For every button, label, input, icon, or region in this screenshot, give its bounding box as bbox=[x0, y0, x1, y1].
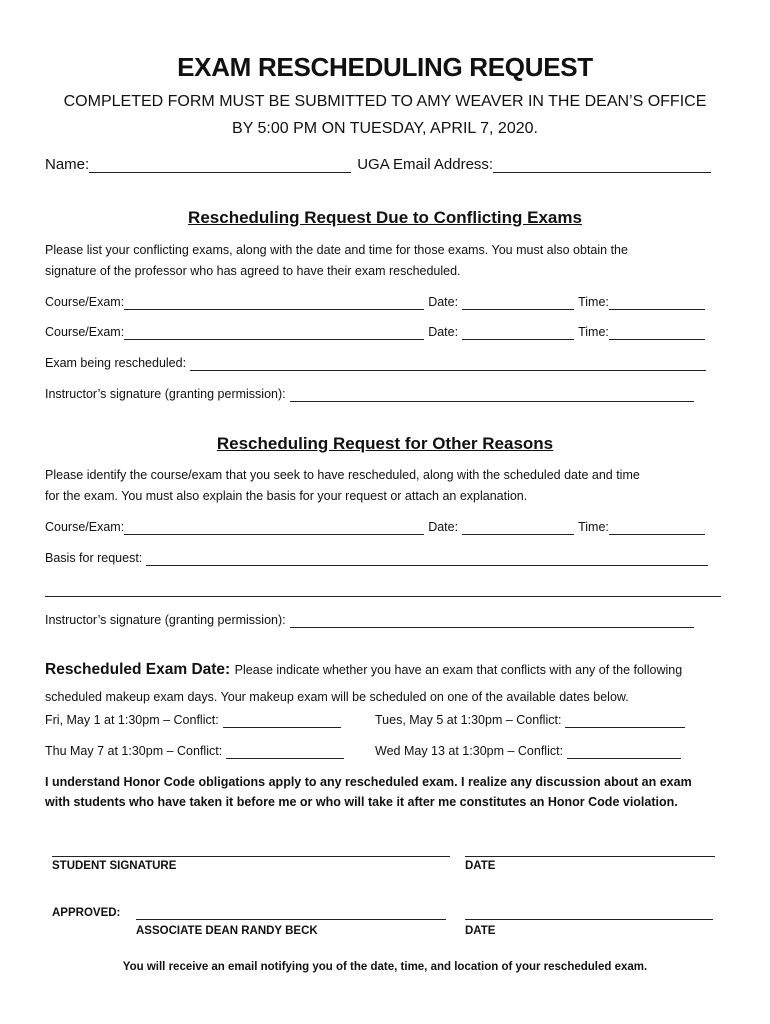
section-other-intro-1: Please identify the course/exam that you seek to have rescheduled, along with the scheduled date and time bbox=[45, 468, 640, 482]
subtitle-line-2: BY 5:00 PM ON TUESDAY, APRIL 7, 2020. bbox=[232, 120, 538, 137]
basis-field-continued[interactable] bbox=[45, 583, 721, 597]
honor-code-line-2: with students who have taken it before me or who will take it after me constitutes an Honor Code violation. bbox=[45, 795, 678, 809]
dean-date-label: DATE bbox=[465, 925, 496, 937]
student-date-label: DATE bbox=[465, 860, 496, 872]
makeup-option-4-field[interactable] bbox=[567, 745, 681, 759]
date-field-1[interactable] bbox=[462, 296, 574, 310]
section-other-intro-2: for the exam. You must also explain the basis for your request or attach an explanation. bbox=[45, 489, 528, 503]
email-label: UGA Email Address: bbox=[357, 156, 494, 173]
date-field-2[interactable] bbox=[462, 326, 574, 340]
exam-rescheduled-field[interactable] bbox=[190, 357, 706, 371]
dean-signature-field[interactable] bbox=[136, 906, 446, 920]
other-course-row bbox=[45, 520, 705, 535]
time-field-2[interactable] bbox=[609, 326, 705, 340]
date-field-3[interactable] bbox=[462, 521, 574, 535]
section-conflicting-intro-1: Please list your conflicting exams, along with the date and time for those exams. You must also obtain the bbox=[45, 243, 628, 257]
rescheduled-date-row bbox=[45, 661, 682, 679]
makeup-option-3-label: Thu May 7 at 1:30pm – Conflict: bbox=[45, 744, 223, 758]
makeup-option-3-field[interactable] bbox=[226, 745, 344, 759]
rescheduled-date-intro-2: scheduled makeup exam days. Your makeup exam will be scheduled on one of the available dates below. bbox=[45, 690, 629, 704]
dean-date-field[interactable] bbox=[465, 906, 713, 920]
time-field-1[interactable] bbox=[609, 296, 705, 310]
makeup-option-1 bbox=[45, 713, 341, 728]
name-field[interactable] bbox=[89, 158, 351, 173]
instructor-signature-row-1 bbox=[45, 387, 694, 402]
basis-field[interactable] bbox=[146, 552, 708, 566]
student-date-field[interactable] bbox=[465, 843, 715, 857]
date-label: Date: bbox=[428, 520, 459, 534]
exam-rescheduled-label: Exam being rescheduled: bbox=[45, 356, 187, 370]
time-label: Time: bbox=[578, 520, 609, 534]
honor-code-line-1: I understand Honor Code obligations apply to any rescheduled exam. I realize any discussion about an exam bbox=[45, 775, 692, 789]
course-field-1[interactable] bbox=[124, 296, 424, 310]
instructor-signature-label: Instructor’s signature (granting permission): bbox=[45, 387, 286, 401]
time-label: Time: bbox=[578, 325, 609, 339]
basis-label: Basis for request: bbox=[45, 551, 143, 565]
course-label: Course/Exam: bbox=[45, 295, 125, 309]
subtitle-line-1: COMPLETED FORM MUST BE SUBMITTED TO AMY WEAVER IN THE DEAN’S OFFICE bbox=[63, 93, 707, 110]
rescheduled-date-heading: Rescheduled Exam Date: bbox=[45, 661, 231, 678]
approved-label: APPROVED: bbox=[52, 907, 121, 919]
makeup-option-4-label: Wed May 13 at 1:30pm – Conflict: bbox=[375, 744, 564, 758]
makeup-option-1-field[interactable] bbox=[223, 714, 341, 728]
makeup-option-2-label: Tues, May 5 at 1:30pm – Conflict: bbox=[375, 713, 562, 727]
dean-label: ASSOCIATE DEAN RANDY BECK bbox=[136, 925, 318, 937]
makeup-option-4 bbox=[375, 744, 681, 759]
makeup-option-3 bbox=[45, 744, 344, 759]
basis-row bbox=[45, 551, 708, 566]
section-other-heading: Rescheduling Request for Other Reasons bbox=[216, 434, 554, 453]
section-conflicting-heading: Rescheduling Request Due to Conflicting Exams bbox=[188, 208, 582, 227]
name-row bbox=[45, 156, 711, 173]
instructor-signature-field-2[interactable] bbox=[290, 614, 694, 628]
date-label: Date: bbox=[428, 295, 459, 309]
student-signature-label: STUDENT SIGNATURE bbox=[52, 860, 177, 872]
course-field-3[interactable] bbox=[124, 521, 424, 535]
instructor-signature-field-1[interactable] bbox=[290, 388, 694, 402]
conflict-row-2 bbox=[45, 325, 705, 340]
makeup-option-2-field[interactable] bbox=[565, 714, 685, 728]
date-label: Date: bbox=[428, 325, 459, 339]
makeup-option-2 bbox=[375, 713, 685, 728]
email-field[interactable] bbox=[493, 158, 711, 173]
instructor-signature-label: Instructor’s signature (granting permission): bbox=[45, 613, 286, 627]
course-field-2[interactable] bbox=[124, 326, 424, 340]
time-field-3[interactable] bbox=[609, 521, 705, 535]
page-title: EXAM RESCHEDULING REQUEST bbox=[177, 52, 593, 82]
course-label: Course/Exam: bbox=[45, 520, 125, 534]
rescheduled-date-intro: Please indicate whether you have an exam that conflicts with any of the following bbox=[234, 663, 683, 677]
course-label: Course/Exam: bbox=[45, 325, 125, 339]
time-label: Time: bbox=[578, 295, 609, 309]
student-signature-field[interactable] bbox=[52, 843, 450, 857]
makeup-option-1-label: Fri, May 1 at 1:30pm – Conflict: bbox=[45, 713, 219, 727]
conflict-row-1 bbox=[45, 295, 705, 310]
name-label: Name: bbox=[45, 156, 90, 173]
section-conflicting-intro-2: signature of the professor who has agreed to have their exam rescheduled. bbox=[45, 264, 461, 278]
footer-note: You will receive an email notifying you of the date, time, and location of your rescheduled exam. bbox=[122, 961, 648, 973]
exam-rescheduled-row bbox=[45, 356, 706, 371]
instructor-signature-row-2 bbox=[45, 613, 694, 628]
